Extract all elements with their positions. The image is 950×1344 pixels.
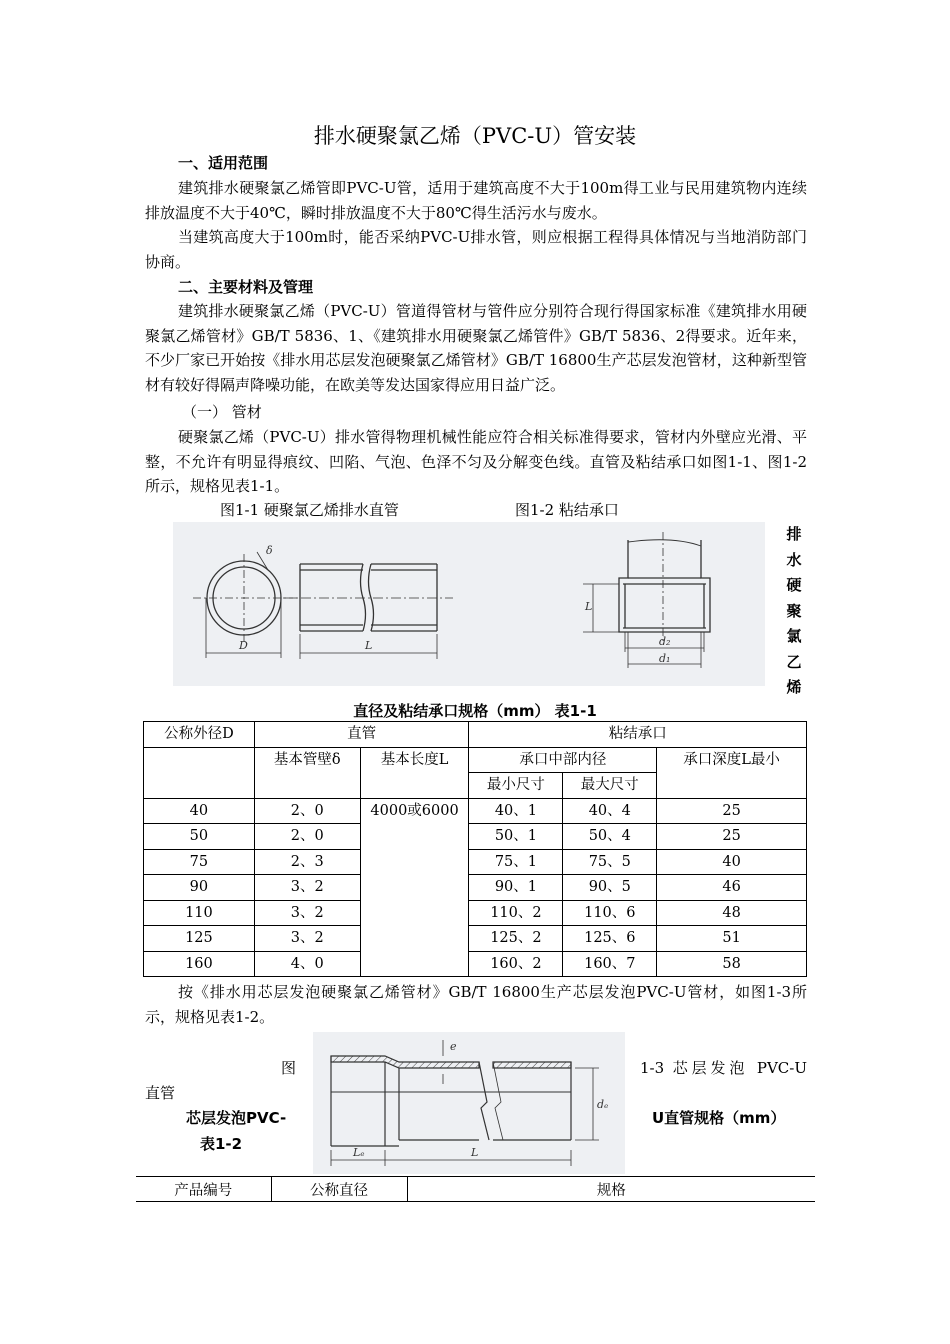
cell-min: 75、1 xyxy=(469,849,563,875)
fig3-left-text-a: 图 xyxy=(281,1059,297,1077)
header-blank xyxy=(144,747,255,798)
cell-depth: 25 xyxy=(657,798,807,824)
vertical-char: 硬 xyxy=(786,576,802,594)
figure-1-1-caption: 图1-1 硬聚氯乙烯排水直管 xyxy=(220,501,399,519)
table-row xyxy=(144,951,807,977)
section-1-paragraph-2: 当建筑高度大于100m时，能否采纳PVC-U排水管，则应根据工程得具体情况与当地消防部门协商。 xyxy=(145,228,807,271)
cell-wall: 4、0 xyxy=(254,951,360,977)
header-length: 基本长度L xyxy=(360,747,469,798)
cell-max: 40、4 xyxy=(563,798,657,824)
cell-max: 125、6 xyxy=(563,926,657,952)
fig3-de-label: dₑ xyxy=(597,1098,609,1111)
cell-min: 90、1 xyxy=(469,875,563,901)
cell-wall: 2、0 xyxy=(254,798,360,824)
cell-diameter: 160 xyxy=(144,951,255,977)
vertical-char: 乙 xyxy=(786,652,802,671)
section-1-paragraph-1: 建筑排水硬聚氯乙烯管即PVC-U管，适用于建筑高度不大于100m得工业与民用建筑物内连续排放温度不大于40℃，瞬时排放温度不大于80℃得生活污水与废水。 xyxy=(145,179,807,222)
cell-depth: 46 xyxy=(657,875,807,901)
fig3-left-text-d: 表1-2 xyxy=(200,1135,243,1153)
fig1-delta-label: δ xyxy=(266,544,273,557)
table-row xyxy=(144,926,807,952)
cell-wall: 3、2 xyxy=(254,875,360,901)
cell-depth: 51 xyxy=(657,926,807,952)
cell-diameter: 50 xyxy=(144,824,255,850)
cell-diameter: 125 xyxy=(144,926,255,952)
fig2-d2-label: d₂ xyxy=(659,635,671,648)
cell-wall: 2、3 xyxy=(254,849,360,875)
vertical-char: 水 xyxy=(786,550,802,569)
pipe-figure-1 xyxy=(173,522,765,686)
fig3-Le-label: Lₑ xyxy=(353,1146,365,1159)
section-2-heading: 二、主要材料及管理 xyxy=(178,278,314,296)
pipe-figure-3 xyxy=(313,1032,625,1174)
vertical-char: 氯 xyxy=(786,627,802,645)
header-mid-inner-diameter: 承口中部内径 xyxy=(469,747,657,773)
fig2-L-label: L xyxy=(585,600,593,613)
header-max: 最大尺寸 xyxy=(563,773,657,799)
cell-wall: 3、2 xyxy=(254,926,360,952)
cell-min: 50、1 xyxy=(469,824,563,850)
header-pipe: 直管 xyxy=(254,722,469,748)
fig3-left-text-c: 芯层发泡PVC- xyxy=(186,1109,287,1127)
cell-max: 160、7 xyxy=(563,951,657,977)
t2-header-spec: 规格 xyxy=(407,1177,815,1202)
cell-diameter: 40 xyxy=(144,798,255,824)
cell-max: 75、5 xyxy=(563,849,657,875)
table-row xyxy=(144,900,807,926)
fig3-right-text-a: 1-3 芯层发泡 PVC-U xyxy=(640,1059,807,1077)
section-2-paragraph-1: 建筑排水硬聚氯乙烯（PVC-U）管道得管材与管件应分别符合现行得国家标准《建筑排水用硬聚氯乙烯管材》GB/T 5836、1、《建筑排水用硬聚氯乙烯管件》GB/T 5836、2得要求。近年来，不少厂家已开始按《排水用芯层发泡硬聚氯乙烯管材》GB/T 16800生产芯层发泡管材，这种新型管材有较好得隔声降噪功能，在欧美等发达国家得应用日益广泛。 xyxy=(145,302,807,394)
table-1-1-caption: 直径及粘结承口规格（mm） 表1-1 xyxy=(353,702,597,720)
t2-header-product-code: 产品编号 xyxy=(136,1177,271,1202)
pipe-figure-3-drawing xyxy=(313,1032,625,1174)
cell-max: 50、4 xyxy=(563,824,657,850)
t2-header-nominal-diameter: 公称直径 xyxy=(271,1177,407,1202)
table-row xyxy=(144,824,807,850)
figure-1-2-caption: 图1-2 粘结承口 xyxy=(515,501,619,519)
cell-diameter: 110 xyxy=(144,900,255,926)
header-socket-depth: 承口深度L最小 xyxy=(657,747,807,798)
cell-diameter: 90 xyxy=(144,875,255,901)
cell-wall: 2、0 xyxy=(254,824,360,850)
cell-min: 110、2 xyxy=(469,900,563,926)
subsection-1-paragraph: 硬聚氯乙烯（PVC-U）排水管得物理机械性能应符合相关标准得要求，管材内外壁应光滑、平整，不允许有明显得痕纹、凹陷、气泡、色泽不匀及分解变色线。直管及粘结承口如图1-1、图1-2所示，规格见表1-1。 xyxy=(145,428,807,495)
table-row xyxy=(144,798,807,824)
vertical-char: 聚 xyxy=(786,601,802,620)
table-1-2 xyxy=(136,1176,815,1202)
cell-wall: 3、2 xyxy=(254,900,360,926)
cell-depth: 25 xyxy=(657,824,807,850)
fig2-d1-label: d₁ xyxy=(659,652,671,665)
section-1-heading: 一、适用范围 xyxy=(178,154,269,172)
cell-depth: 58 xyxy=(657,951,807,977)
after-table-paragraph: 按《排水用芯层发泡硬聚氯乙烯管材》GB/T 16800生产芯层发泡PVC-U管材，如图1-3所示，规格见表1-2。 xyxy=(145,983,807,1026)
table-row xyxy=(144,875,807,901)
cell-min: 40、1 xyxy=(469,798,563,824)
vertical-char: 烯 xyxy=(786,678,802,696)
cell-max: 110、6 xyxy=(563,900,657,926)
cell-min: 160、2 xyxy=(469,951,563,977)
cell-depth: 40 xyxy=(657,849,807,875)
cell-diameter: 75 xyxy=(144,849,255,875)
cell-length: 4000或6000 xyxy=(360,798,469,977)
vertical-char: 排 xyxy=(786,525,802,543)
page-title: 排水硬聚氯乙烯（PVC-U）管安装 xyxy=(313,124,637,148)
pipe-figure-1-drawing xyxy=(173,522,765,686)
fig3-L-label: L xyxy=(471,1146,479,1159)
fig3-e-label: e xyxy=(450,1040,457,1053)
fig1-D-label: D xyxy=(239,639,248,652)
header-min: 最小尺寸 xyxy=(469,773,563,799)
cell-min: 125、2 xyxy=(469,926,563,952)
header-nominal-diameter: 公称外径D xyxy=(144,722,255,748)
fig1-L-label: L xyxy=(365,639,373,652)
header-wall: 基本管壁δ xyxy=(254,747,360,798)
header-socket: 粘结承口 xyxy=(469,722,807,748)
cell-depth: 48 xyxy=(657,900,807,926)
fig3-left-text-b: 直管 xyxy=(145,1084,176,1102)
table-1-1 xyxy=(143,721,807,977)
vertical-label xyxy=(784,522,804,701)
subsection-1-heading: （一） 管材 xyxy=(182,403,262,421)
cell-max: 90、5 xyxy=(563,875,657,901)
table-row xyxy=(144,849,807,875)
fig3-right-text-b: U直管规格（mm） xyxy=(652,1109,786,1127)
